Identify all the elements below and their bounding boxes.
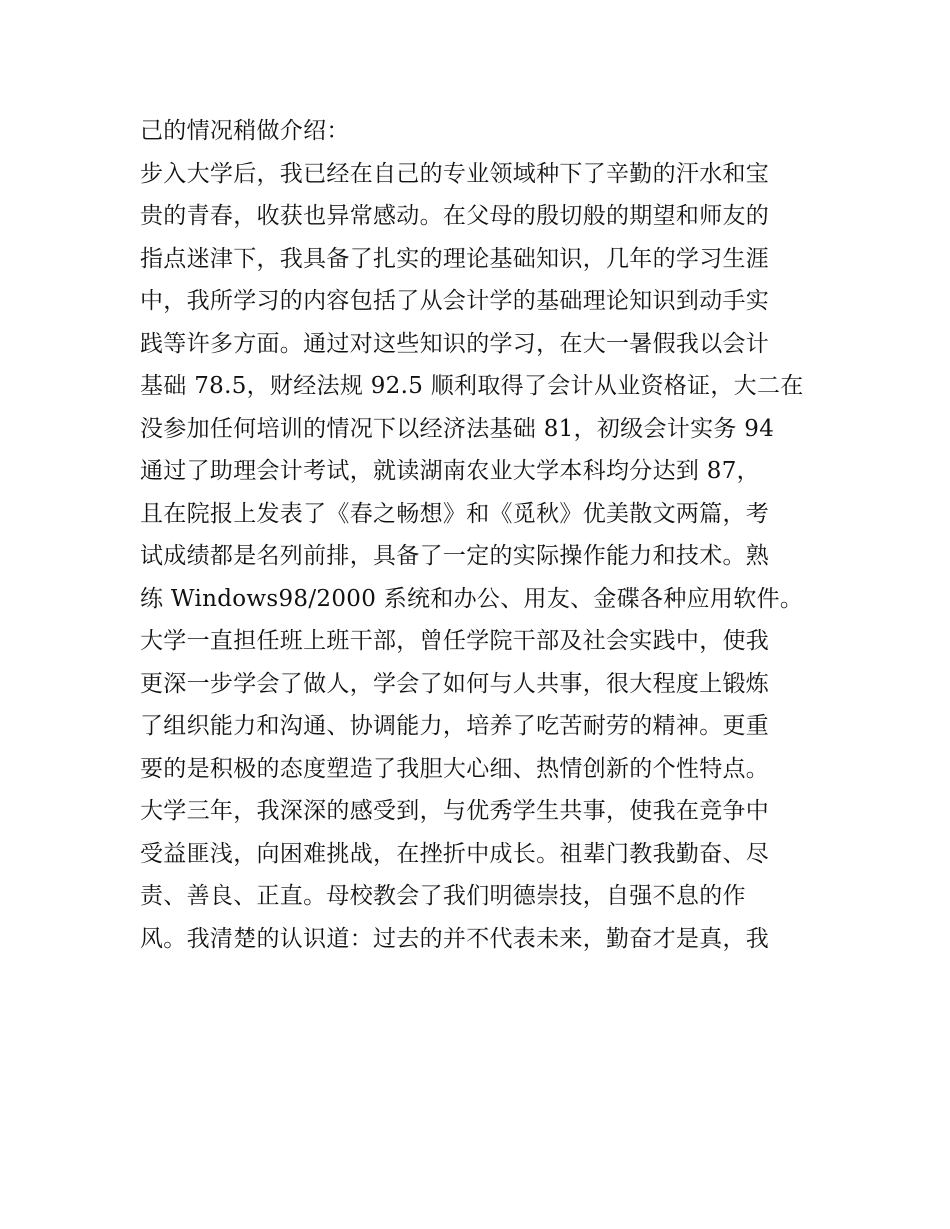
text-line: 践等许多方面。通过对这些知识的学习，在大一暑假我以会计 [140,330,770,357]
text-line: 步入大学后，我已经在自己的专业领域种下了辛勤的汗水和宝 [140,160,770,187]
text-line: 大学三年，我深深的感受到，与优秀学生共事，使我在竞争中 [140,798,770,824]
text-line: 中，我所学习的内容包括了从会计学的基础理论知识到动手实 [140,288,770,314]
text-line: 己的情况稍做介绍： [140,118,350,144]
text-line: 没参加任何培训的情况下以经济法基础 81，初级会计实务 94 [140,415,775,442]
text-line: 了组织能力和沟通、协调能力，培养了吃苦耐劳的精神。更重 [140,713,770,739]
text-line: 要的是积极的态度塑造了我胆大心细、热情创新的个性特点。 [140,755,770,782]
text-line: 且在院报上发表了《春之畅想》和《觅秋》优美散文两篇，考 [140,500,770,527]
text-line: 试成绩都是名列前排，具备了一定的实际操作能力和技术。熟 [140,543,770,569]
text-line: 更深一步学会了做人，学会了如何与人共事，很大程度上锻炼 [140,670,770,697]
text-line: 贵的青春，收获也异常感动。在父母的殷切般的期望和师友的 [140,203,770,229]
text-line: 练 Windows98/2000 系统和办公、用友、金碟各种应用软件。 [140,585,804,612]
text-line: 受益匪浅，向困难挑战，在挫折中成长。祖辈门教我勤奋、尽 [140,840,770,867]
text-line: 大学一直担任班上班干部，曾任学院干部及社会实践中，使我 [140,628,770,654]
text-line: 基础 78.5，财经法规 92.5 顺利取得了会计从业资格证，大二在 [140,373,804,399]
text-line: 通过了助理会计考试，就读湖南农业大学本科均分达到 87， [140,458,760,484]
text-line: 风。我清楚的认识道：过去的并不代表未来，勤奋才是真，我 [140,925,770,952]
body-text [140,110,830,960]
text-line: 指点迷津下，我具备了扎实的理论基础知识，几年的学习生涯 [140,245,770,272]
text-line: 责、善良、正直。母校教会了我们明德崇技，自强不息的作 [140,883,746,909]
